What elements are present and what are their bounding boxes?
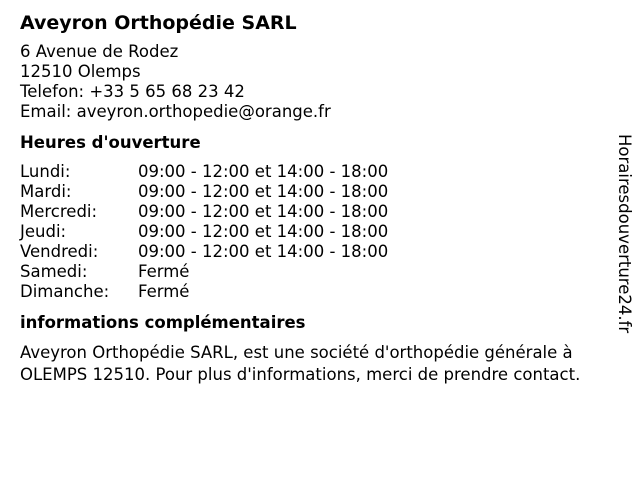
address-block	[20, 42, 620, 122]
hours-heading: Heures d'ouverture	[20, 133, 201, 152]
hours-day: Lundi:	[20, 162, 71, 181]
hours-row	[20, 202, 620, 222]
hours-row	[20, 162, 620, 182]
hours-time: 09:00 - 12:00 et 14:00 - 18:00	[138, 222, 389, 241]
info-text: Aveyron Orthopédie SARL, est une société d'orthopédie générale à OLEMPS 12510. Pour plus d'informations, merci de prendre contact.	[20, 343, 581, 384]
hours-row	[20, 242, 620, 262]
hours-time: Fermé	[138, 262, 190, 281]
hours-time: 09:00 - 12:00 et 14:00 - 18:00	[138, 182, 389, 201]
hours-day: Vendredi:	[20, 242, 99, 261]
info-heading: informations complémentaires	[20, 313, 306, 332]
hours-time: 09:00 - 12:00 et 14:00 - 18:00	[138, 162, 389, 181]
hours-table	[20, 162, 620, 302]
hours-row	[20, 262, 620, 282]
hours-row	[20, 282, 620, 302]
hours-day: Mardi:	[20, 182, 72, 201]
hours-day: Mercredi:	[20, 202, 98, 221]
site-watermark: Horairesdouverture24.fr	[615, 134, 634, 334]
address-city: 12510 Olemps	[20, 62, 141, 81]
hours-time: 09:00 - 12:00 et 14:00 - 18:00	[138, 202, 389, 221]
hours-day: Jeudi:	[20, 222, 67, 241]
phone-line: Telefon: +33 5 65 68 23 42	[20, 82, 245, 101]
business-name: Aveyron Orthopédie SARL	[20, 12, 297, 34]
hours-time: 09:00 - 12:00 et 14:00 - 18:00	[138, 242, 389, 261]
hours-row	[20, 222, 620, 242]
hours-day: Samedi:	[20, 262, 88, 281]
hours-day: Dimanche:	[20, 282, 110, 301]
email-line: Email: aveyron.orthopedie@orange.fr	[20, 102, 331, 121]
business-card	[20, 10, 620, 386]
hours-time: Fermé	[138, 282, 190, 301]
hours-row	[20, 182, 620, 202]
address-street: 6 Avenue de Rodez	[20, 42, 179, 61]
